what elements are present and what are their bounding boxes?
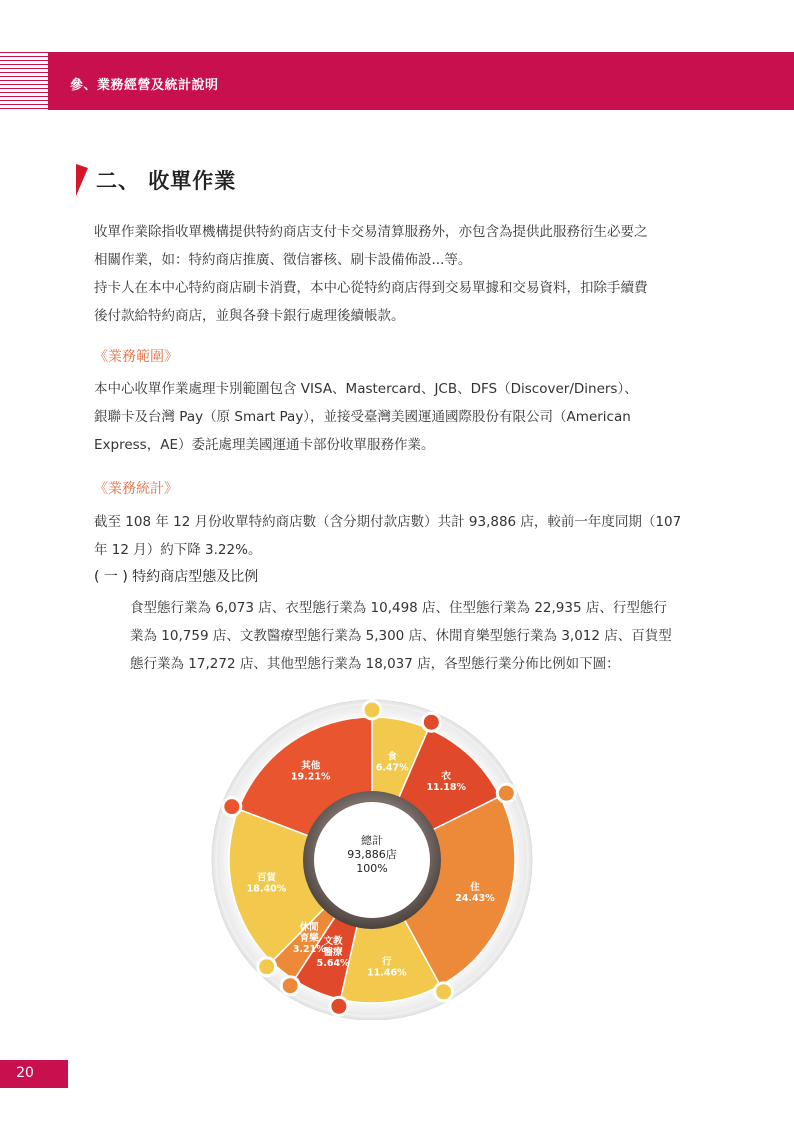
- slice-label-6: 休閒育樂 3.21%: [292, 921, 326, 955]
- stats-detail-3: 態行業為 17,272 店、其他型態行業為 18,037 店，各型態行業分佈比例如下圖：: [130, 656, 620, 672]
- slice-label-3: 住 24.43%: [455, 882, 495, 905]
- ring-dot-8: [363, 701, 381, 719]
- stats-sub-heading: ( 一 ) 特約商店型態及比例: [94, 569, 259, 585]
- stats-detail-2: 業為 10,759 店、文教醫療型態行業為 5,300 店、休閒育樂型態行業為 3,012 店、百貨型: [130, 628, 672, 644]
- store-type-donut-chart: [200, 690, 560, 1020]
- slice-label-5: 文教醫療 5.64%: [316, 936, 350, 970]
- stats-line-1: 截至 108 年 12 月份收單特約商店數（含分期付款店數）共計 93,886 店，較前一年度同期（107: [94, 514, 682, 530]
- center-label-percent: 100%: [356, 862, 388, 875]
- center-label-title: 總計: [361, 834, 383, 847]
- slice-label-8: 其他 19.21%: [290, 760, 331, 783]
- ring-dot-6: [258, 958, 276, 976]
- ring-dot-3: [435, 983, 453, 1001]
- stats-detail-1: 食型態行業為 6,073 店、衣型態行業為 10,498 店、住型態行業為 22,935 店、行型態行: [130, 600, 667, 616]
- scope-line-3: Express，AE）委託處理美國運通卡部份收單服務作業。: [94, 437, 435, 453]
- ring-dot-7: [223, 798, 241, 816]
- section-marker: [76, 164, 88, 196]
- slice-label-4: 行 11.46%: [367, 956, 407, 979]
- ring-dot-2: [497, 784, 515, 802]
- scope-line-2: 銀聯卡及台灣 Pay（原 Smart Pay），並接受臺灣美國運通國際股份有限公司（American: [94, 409, 631, 425]
- intro-line-2: 相關作業，如：特約商店推廣、徵信審核、刷卡設備佈設...等。: [94, 252, 472, 268]
- header-title: 參、業務經營及統計說明: [70, 78, 219, 93]
- stats-heading: 《業務統計》: [94, 481, 178, 497]
- scope-heading: 《業務範圍》: [94, 349, 178, 365]
- intro-line-1: 收單作業除指收單機構提供特約商店支付卡交易清算服務外，亦包含為提供此服務衍生必要之: [94, 224, 648, 240]
- slice-label-2: 衣 11.18%: [426, 771, 467, 794]
- header-stripes: [0, 52, 48, 110]
- stats-line-2: 年 12 月）約下降 3.22%。: [94, 542, 262, 558]
- section-title: 二、 收單作業: [96, 169, 237, 193]
- intro-line-3: 持卡人在本中心特約商店刷卡消費，本中心從特約商店得到交易單據和交易資料，扣除手續費: [94, 280, 648, 296]
- ring-dot-4: [330, 997, 348, 1015]
- page-number: 20: [16, 1065, 34, 1081]
- slice-label-1: 食 6.47%: [375, 751, 409, 774]
- center-label-total: 93,886店: [347, 848, 397, 861]
- ring-dot-1: [422, 713, 440, 731]
- scope-line-1: 本中心收單作業處理卡別範圍包含 VISA、Mastercard、JCB、DFS（Discover/Diners）、: [94, 381, 638, 397]
- intro-line-4: 後付款給特約商店，並與各發卡銀行處理後續帳款。: [94, 308, 405, 324]
- ring-dot-5: [281, 977, 299, 995]
- slice-label-7: 百貨 18.40%: [246, 872, 287, 895]
